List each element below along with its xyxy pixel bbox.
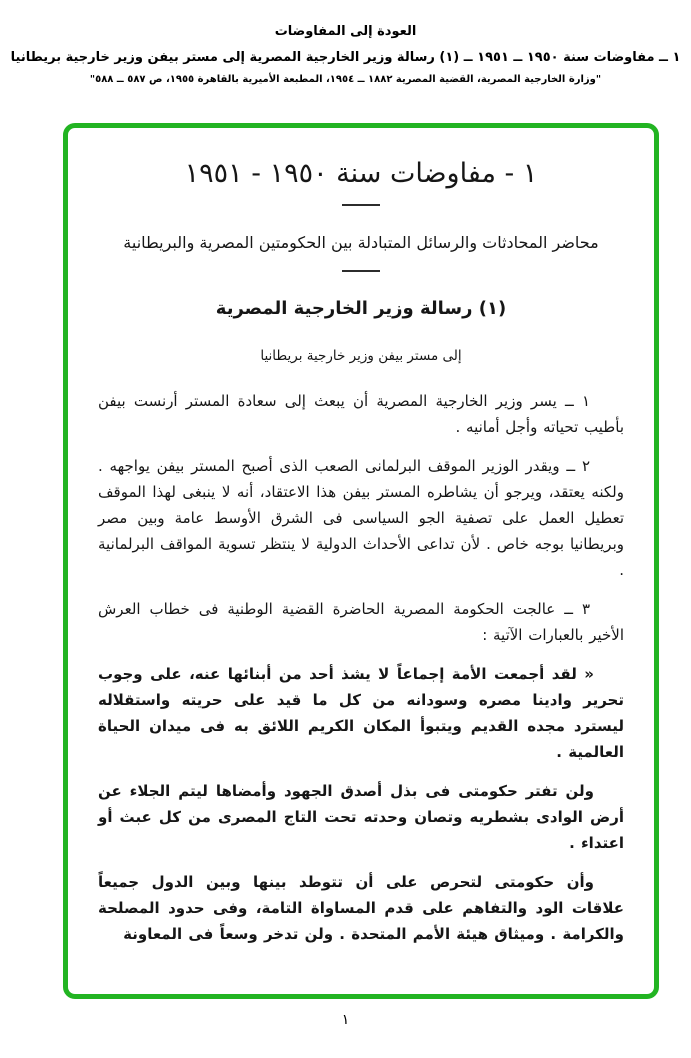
document-source-citation: "وزارة الخارجية المصرية، القضية المصرية ١٨٨٢ ــ ١٩٥٤، المطبعة الأميرية بالقاهرة ١٩٥٥، ص ٥٨٧ ــ ٥٨٨" [89,74,602,85]
document-subtitle: محاضر المحادثات والرسائل المتبادلة بين الحكومتين المصرية والبريطانية [123,233,599,252]
page-number: ١ [341,1012,350,1028]
letter-paragraph-1: ١ ــ يسر وزير الخارجية المصرية أن يبعث إلى سعادة المستر أرنست بيفن بأطيب تحياته وأجل أمانيه . [98,392,624,436]
document-title: ١ - مفاوضات سنة ١٩٥٠ - ١٩٥١ [184,158,538,189]
document-citation-title: ١ ــ مفاوضات سنة ١٩٥٠ ــ ١٩٥١ ــ (١) رسالة وزير الخارجية المصرية إلى مستر بيفن وزير خارجية بريطانيا [10,50,681,65]
page-header [0,20,691,85]
separator-rule [342,204,380,206]
throne-speech-quote-paragraph-1: « لقد أجمعت الأمة إجماعاً لا يشذ أحد من أبنائها عنه، على وجوب تحرير وادينا مصره وسودانه من كل ما قيد على حريته واستقلاله ليسترد مجده القديم ويتبوأ المكان الكريم اللائق به فى ميدان الحياة العالمية . [98,665,624,761]
throne-speech-quote-paragraph-3: وأن حكومتى لتحرص على أن تتوطد بينها وبين الدول جميعاً علاقات الود والتفاهم على قدم المساواة التامة، وفى حدود المصلحة والكرامة . وميثاق هيئة الأمم المتحدة . ولن تدخر وسعاً فى المعاونة [98,873,624,943]
scanned-document-frame [63,123,659,999]
letter-heading: (١) رسالة وزير الخارجية المصرية [215,298,507,319]
letter-paragraph-2: ٢ ــ ويقدر الوزير الموقف البرلمانى الصعب الذى أصبح المستر بيفن يواجهه . ولكنه يعتقد، ويرجو أن يشاطره المستر بيفن هذا الاعتقاد، أنه لا ينبغى لهذا الموقف تعطيل العمل على تصفية الجو السياسى فى الشرق الأوسط عامة وبين مصر وبريطانيا بوجه خاص . لأن تداعى الأحداث الدولية لا ينتظر تسوية المواقف البرلمانية . [98,457,624,579]
separator-rule [342,270,380,272]
letter-paragraph-3: ٣ ــ عالجت الحكومة المصرية الحاضرة القضية الوطنية فى خطاب العرش الأخير بالعبارات الآتية : [98,600,624,644]
letter-addressee: إلى مستر بيفن وزير خارجية بريطانيا [260,348,462,364]
throne-speech-quote-paragraph-2: ولن تفتر حكومتى فى بذل أصدق الجهود وأمضاها ليتم الجلاء عن أرض الوادى بشطريه وتصان وحدته تحت التاج المصرى من كل عبث أو اعتداء . [98,782,624,852]
back-to-negotiations-link[interactable]: العودة إلى المفاوضات [274,24,417,39]
